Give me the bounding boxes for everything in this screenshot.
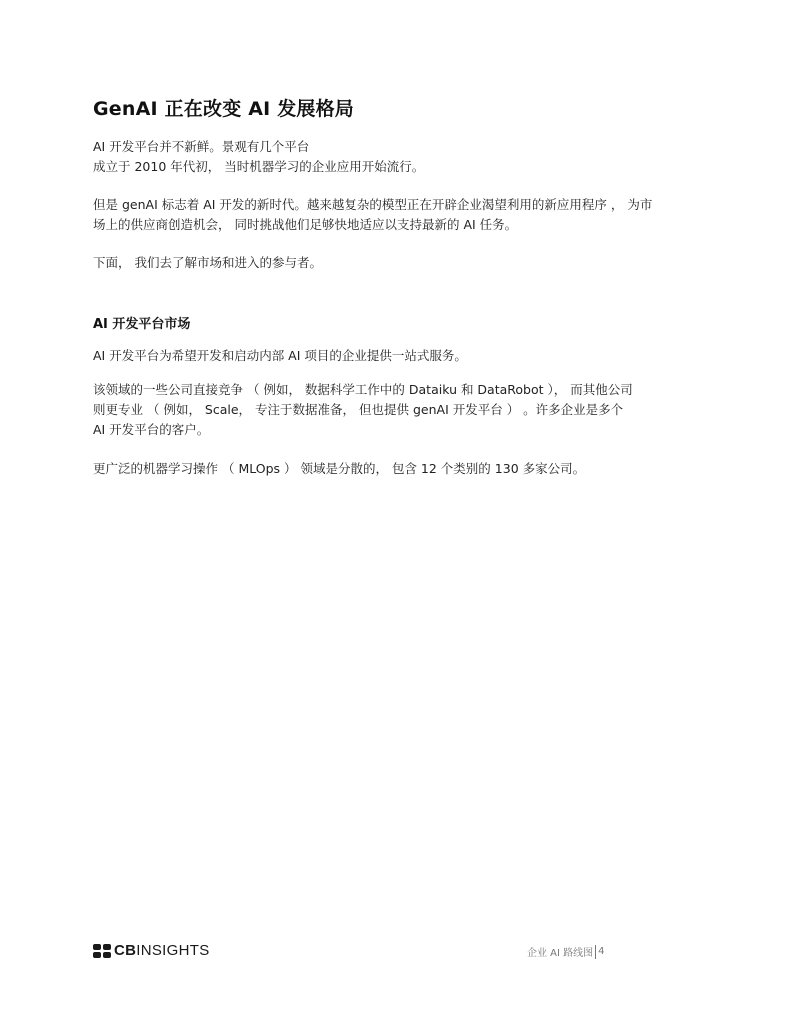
- logo-insights: INSIGHTS: [136, 942, 210, 959]
- intro-paragraph-3: [93, 253, 713, 273]
- section-paragraph-1: [93, 346, 713, 366]
- page-number: 4: [598, 946, 605, 957]
- intro-paragraph-2: [93, 195, 713, 235]
- intro-paragraph-1: [93, 137, 713, 177]
- text-line: AI 开发平台的客户。: [93, 422, 210, 437]
- logo-wordmark: [114, 942, 210, 960]
- text-line: 该领域的一些公司直接竞争 （ 例如， 数据科学工作中的 Dataiku 和 DataRobot ）， 而其他公司: [93, 382, 633, 397]
- text-line: 更广泛的机器学习操作 （ MLOps ） 领域是分散的， 包含 12 个类别的 130 多家公司。: [93, 461, 586, 476]
- footer-divider: [595, 945, 596, 959]
- text-line: 成立于 2010 年代初， 当时机器学习的企业应用开始流行。: [93, 159, 425, 174]
- section-heading: AI 开发平台市场: [93, 317, 191, 332]
- page-title: GenAI 正在改变 AI 发展格局: [93, 98, 355, 120]
- text-line: 但是 genAI 标志着 AI 开发的新时代。越来越复杂的模型正在开辟企业渴望利用的新应用程序 ， 为市: [93, 197, 653, 212]
- footer-doc-label: 企业 AI 路线图: [527, 948, 594, 959]
- section-paragraph-3: [93, 459, 713, 479]
- cb-insights-logo: [93, 942, 210, 960]
- text-line: 场上的供应商创造机会， 同时挑战他们足够快地适应以支持最新的 AI 任务。: [93, 217, 518, 232]
- logo-cb: CB: [114, 942, 137, 959]
- cb-insights-mark-icon: [93, 944, 111, 958]
- section-paragraph-2: [93, 380, 713, 440]
- footer-page-info: [527, 944, 605, 959]
- text-line: AI 开发平台并不新鲜。景观有几个平台: [93, 139, 310, 154]
- text-line: 下面， 我们去了解市场和进入的参与者。: [93, 255, 322, 270]
- text-line: 则更专业 （ 例如， Scale， 专注于数据准备， 但也提供 genAI 开发平台 ） 。许多企业是多个: [93, 402, 624, 417]
- text-line: AI 开发平台为希望开发和启动内部 AI 项目的企业提供一站式服务。: [93, 348, 467, 363]
